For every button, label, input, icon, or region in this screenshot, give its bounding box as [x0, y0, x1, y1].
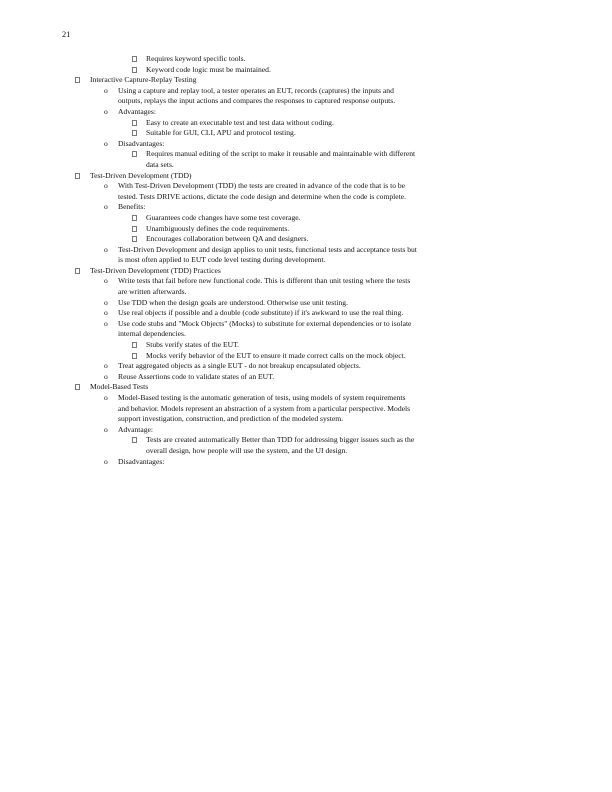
outline-item-level-2	[0, 298, 418, 309]
outline-item-level-2	[0, 319, 418, 340]
bullet-o: o	[104, 456, 108, 466]
bullet-o: o	[104, 181, 108, 191]
outline-item-text: Requires keyword specific tools.	[146, 54, 246, 63]
bullet-o: o	[104, 138, 108, 148]
outline-item-text: Keyword code logic must be maintained.	[146, 64, 271, 74]
outline-item-level-3	[0, 351, 416, 362]
outline-item-text: Use code stubs and "Mock Objects" (Mocks) to substitute for external dependencies or to isolate internal dependencies.	[118, 318, 412, 339]
outline-item-level-2	[0, 308, 418, 319]
bullet-o: o	[104, 106, 108, 116]
outline-item-level-1	[0, 171, 420, 182]
outline-item-level-3	[0, 435, 416, 456]
outline-item-text: Use TDD when the design goals are understood. Otherwise use unit testing.	[118, 297, 348, 307]
page-number: 21	[62, 29, 71, 39]
outline-item-text: Unambiguously defines the code requirements.	[146, 223, 290, 233]
outline-item-text: Easy to create an executable test and test data without coding.	[146, 117, 334, 127]
outline-item-level-3	[0, 149, 416, 170]
outline-item-level-2	[0, 425, 418, 436]
outline-item-text: Encourages collaboration between QA and designers.	[146, 234, 309, 244]
bullet-o: o	[104, 361, 108, 371]
outline-item-level-2	[0, 181, 418, 202]
outline-item-level-3	[0, 340, 416, 351]
bullet-o: o	[104, 276, 108, 286]
outline-item-text: Interactive Capture-Replay Testing	[90, 75, 197, 85]
outline-item-text: Write tests that fail before new functional code. This is different than unit testing where the tests are written afterwards.	[118, 276, 411, 297]
outline-item-text: Guarantees code changes have some test coverage.	[146, 212, 301, 222]
bullet-o: o	[104, 202, 108, 212]
outline-item-level-2	[0, 361, 418, 372]
bullet-o: o	[104, 318, 108, 328]
bullet-box-icon	[132, 435, 137, 447]
outline-item-text: Test-Driven Development and design applies to unit tests, functional tests and acceptance tests but is most often applied to EUT code level testing during development.	[118, 244, 417, 265]
outline-item-text: Stubs verify states of the EUT.	[146, 340, 240, 350]
bullet-o: o	[104, 424, 108, 434]
outline-item-text: Treat aggregated objects as a single EUT - do not breakup encapsulated objects.	[118, 361, 361, 371]
bullet-o: o	[104, 244, 108, 254]
outline-item-level-2	[0, 139, 418, 150]
outline-item-text: Suitable for GUI, CLI, APU and protocol testing.	[146, 128, 296, 138]
outline-item-level-2	[0, 372, 418, 383]
outline-item-text: Disadvantages:	[118, 138, 165, 148]
outline-item-text: Mocks verify behavior of the EUT to ensure it made correct calls on the mock object.	[146, 350, 406, 360]
outline-item-text: Model-Based Tests	[90, 382, 149, 392]
outline-item-text: Advantage:	[118, 424, 154, 434]
outline-item-text: Use real objects if possible and a double (code substitute) if it's awkward to use the real thing.	[118, 308, 404, 318]
outline-item-text: Disadvantages:	[118, 456, 165, 466]
outline-item-text: Advantages:	[118, 106, 156, 116]
outline-item-level-3	[0, 213, 416, 224]
bullet-o: o	[104, 371, 108, 381]
outline-item-text: Tests are created automatically Better than TDD for addressing bigger issues such as the overall design, how people will use the system, and the UI design.	[146, 435, 415, 455]
bullet-box-icon	[132, 149, 137, 161]
outline-item-level-2	[0, 393, 418, 425]
outline-item-level-3	[0, 224, 416, 235]
outline-item-level-2	[0, 107, 418, 118]
outline-item-level-3	[0, 128, 416, 139]
outline-item-text: Using a capture and replay tool, a tester operates an EUT, records (captures) the inputs and outputs, replays the input actions and compares the responses to captured response outputs.	[118, 85, 396, 106]
outline-item-text: Test-Driven Development (TDD) Practices	[90, 265, 221, 275]
outline-item-level-1	[0, 75, 420, 86]
outline-item-level-3	[0, 118, 416, 129]
outline-item-text: Requires manual editing of the script to make it reusable and maintainable with different data sets.	[146, 149, 416, 169]
outline-item-level-1	[0, 266, 420, 277]
outline-item-level-1	[0, 382, 420, 393]
outline-item-text: Benefits:	[118, 202, 146, 212]
bullet-o: o	[104, 308, 108, 318]
bullet-o: o	[104, 85, 108, 95]
outline-item-text: With Test-Driven Development (TDD) the tests are created in advance of the code that is to be tested. Tests DRIVE actions, dictate the code design and determine when the code is complete.	[118, 181, 407, 201]
outline-item-text: Model-Based testing is the automatic generation of tests, using models of system requirements and behavior. Models represent an abstraction of a system from a particular perspective. Models support investigation, construction, and prediction of the modeled system.	[118, 393, 411, 424]
outline-item-level-2	[0, 276, 418, 297]
outline-list	[0, 54, 612, 467]
outline-item-level-3	[0, 54, 416, 65]
outline-item-level-2	[0, 457, 418, 468]
bullet-o: o	[104, 393, 108, 402]
outline-item-level-2	[0, 202, 418, 213]
outline-item-text: Reuse Assertions code to validate states of an EUT.	[118, 371, 275, 381]
outline-item-level-2	[0, 86, 418, 107]
bullet-o: o	[104, 297, 108, 307]
outline-item-level-2	[0, 245, 418, 266]
outline-item-level-3	[0, 234, 416, 245]
outline-item-text: Test-Driven Development (TDD)	[90, 170, 192, 180]
outline-item-level-3	[0, 65, 416, 76]
